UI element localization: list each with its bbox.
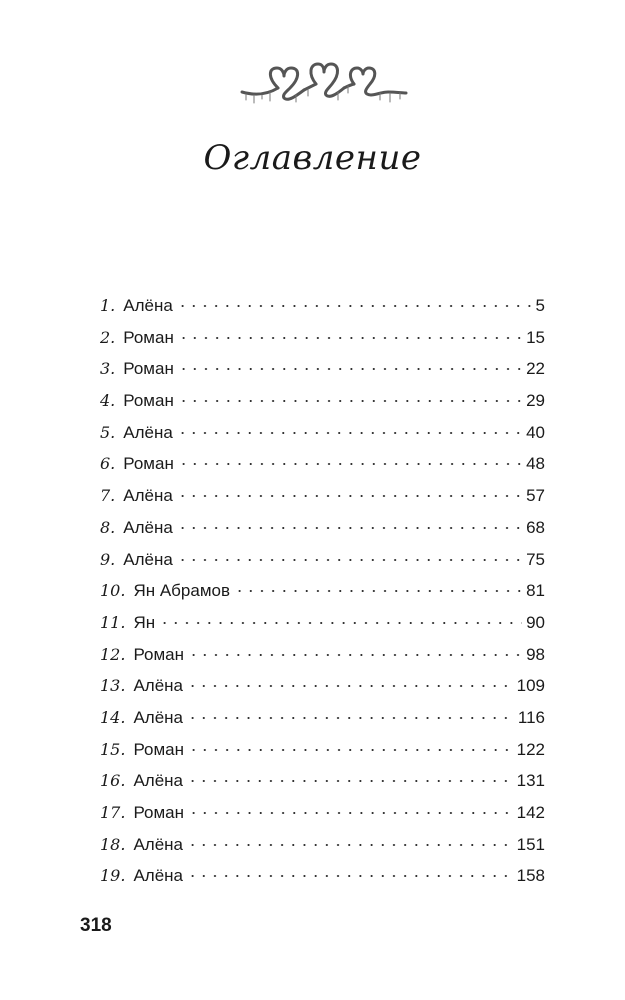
chapter-page-number: 29 xyxy=(526,391,545,411)
toc-entry xyxy=(100,322,545,354)
chapter-number: 13. xyxy=(100,676,126,696)
chapter-page-number: 48 xyxy=(526,454,545,474)
hearts-garland-icon xyxy=(238,62,408,106)
chapter-number: 3. xyxy=(100,359,116,379)
chapter-title: Роман xyxy=(133,739,185,759)
chapter-page-number: 151 xyxy=(516,834,545,854)
chapter-title: Алёна xyxy=(133,676,184,696)
chapter-title: Алёна xyxy=(123,422,173,442)
toc-entry xyxy=(100,385,545,417)
chapter-page-number: 15 xyxy=(526,327,545,347)
chapter-title: Ян xyxy=(133,612,156,632)
chapter-page-number: 116 xyxy=(517,707,545,727)
toc-entry xyxy=(100,290,545,322)
chapter-number: 1. xyxy=(100,296,116,315)
chapter-title: Роман xyxy=(123,454,174,474)
chapter-number: 17. xyxy=(100,803,126,822)
chapter-title: Роман xyxy=(123,359,174,379)
chapter-title: Роман xyxy=(123,391,174,411)
chapter-number: 12. xyxy=(100,644,126,664)
toc-entry xyxy=(100,480,545,512)
toc-entry xyxy=(100,448,545,480)
dot-leader xyxy=(177,559,522,561)
chapter-page-number: 68 xyxy=(526,517,545,537)
chapter-title: Роман xyxy=(123,327,174,347)
dot-leader xyxy=(178,368,522,370)
chapter-number: 6. xyxy=(100,454,116,474)
table-of-contents xyxy=(100,290,545,892)
chapter-title: Алёна xyxy=(133,771,184,791)
chapter-page-number: 90 xyxy=(526,612,545,632)
chapter-page-number: 5 xyxy=(535,296,545,315)
page-title: Оглавление xyxy=(203,138,422,178)
dot-leader xyxy=(177,305,532,307)
chapter-title: Ян Абрамов xyxy=(133,581,230,601)
chapter-page-number: 81 xyxy=(526,581,545,601)
dot-leader xyxy=(187,780,513,782)
chapter-number: 2. xyxy=(100,327,116,347)
chapter-number: 14. xyxy=(100,707,126,727)
chapter-title: Алёна xyxy=(123,296,173,315)
dot-leader xyxy=(188,812,513,814)
chapter-page-number: 57 xyxy=(526,486,545,506)
dot-leader xyxy=(177,432,522,434)
page-number: 318 xyxy=(80,915,112,936)
chapter-number: 9. xyxy=(100,549,116,569)
chapter-title: Алёна xyxy=(123,549,173,569)
chapter-number: 7. xyxy=(100,486,116,506)
dot-leader xyxy=(178,400,522,402)
dot-leader xyxy=(188,749,513,751)
chapter-number: 5. xyxy=(100,422,116,442)
toc-entry xyxy=(100,702,545,734)
dot-leader xyxy=(177,495,522,497)
toc-entry xyxy=(100,829,545,861)
dot-leader xyxy=(187,875,513,877)
dot-leader xyxy=(187,685,513,687)
chapter-number: 8. xyxy=(100,517,116,537)
chapter-number: 15. xyxy=(100,739,126,759)
chapter-page-number: 75 xyxy=(526,549,545,569)
chapter-page-number: 122 xyxy=(516,739,545,759)
chapter-title: Роман xyxy=(133,803,185,822)
toc-entry xyxy=(100,734,545,766)
toc-entry xyxy=(100,765,545,797)
toc-entry xyxy=(100,797,545,829)
toc-entry xyxy=(100,544,545,576)
chapter-title: Роман xyxy=(133,644,185,664)
chapter-page-number: 22 xyxy=(526,359,545,379)
chapter-page-number: 98 xyxy=(526,644,545,664)
chapter-number: 18. xyxy=(100,834,126,854)
chapter-title: Алёна xyxy=(133,707,184,727)
toc-entry xyxy=(100,639,545,671)
dot-leader xyxy=(159,622,522,624)
dot-leader xyxy=(188,654,522,656)
dot-leader xyxy=(187,717,514,719)
chapter-title: Алёна xyxy=(123,517,173,537)
dot-leader xyxy=(234,590,522,592)
chapter-number: 16. xyxy=(100,771,126,791)
chapter-page-number: 109 xyxy=(516,676,545,696)
chapter-number: 4. xyxy=(100,391,116,411)
dot-leader xyxy=(187,844,513,846)
chapter-title: Алёна xyxy=(133,834,184,854)
chapter-number: 10. xyxy=(100,581,126,601)
toc-entry xyxy=(100,353,545,385)
toc-entry xyxy=(100,575,545,607)
dot-leader xyxy=(177,527,522,529)
chapter-number: 11. xyxy=(100,612,126,632)
toc-entry xyxy=(100,417,545,449)
dot-leader xyxy=(178,337,522,339)
toc-entry xyxy=(100,860,545,892)
toc-entry xyxy=(100,512,545,544)
chapter-title: Алёна xyxy=(123,486,173,506)
chapter-number: 19. xyxy=(100,866,126,886)
chapter-page-number: 158 xyxy=(516,866,545,886)
chapter-page-number: 40 xyxy=(526,422,545,442)
dot-leader xyxy=(178,463,522,465)
toc-entry xyxy=(100,607,545,639)
chapter-page-number: 131 xyxy=(516,771,545,791)
chapter-title: Алёна xyxy=(133,866,184,886)
toc-entry xyxy=(100,670,545,702)
chapter-page-number: 142 xyxy=(516,803,545,822)
